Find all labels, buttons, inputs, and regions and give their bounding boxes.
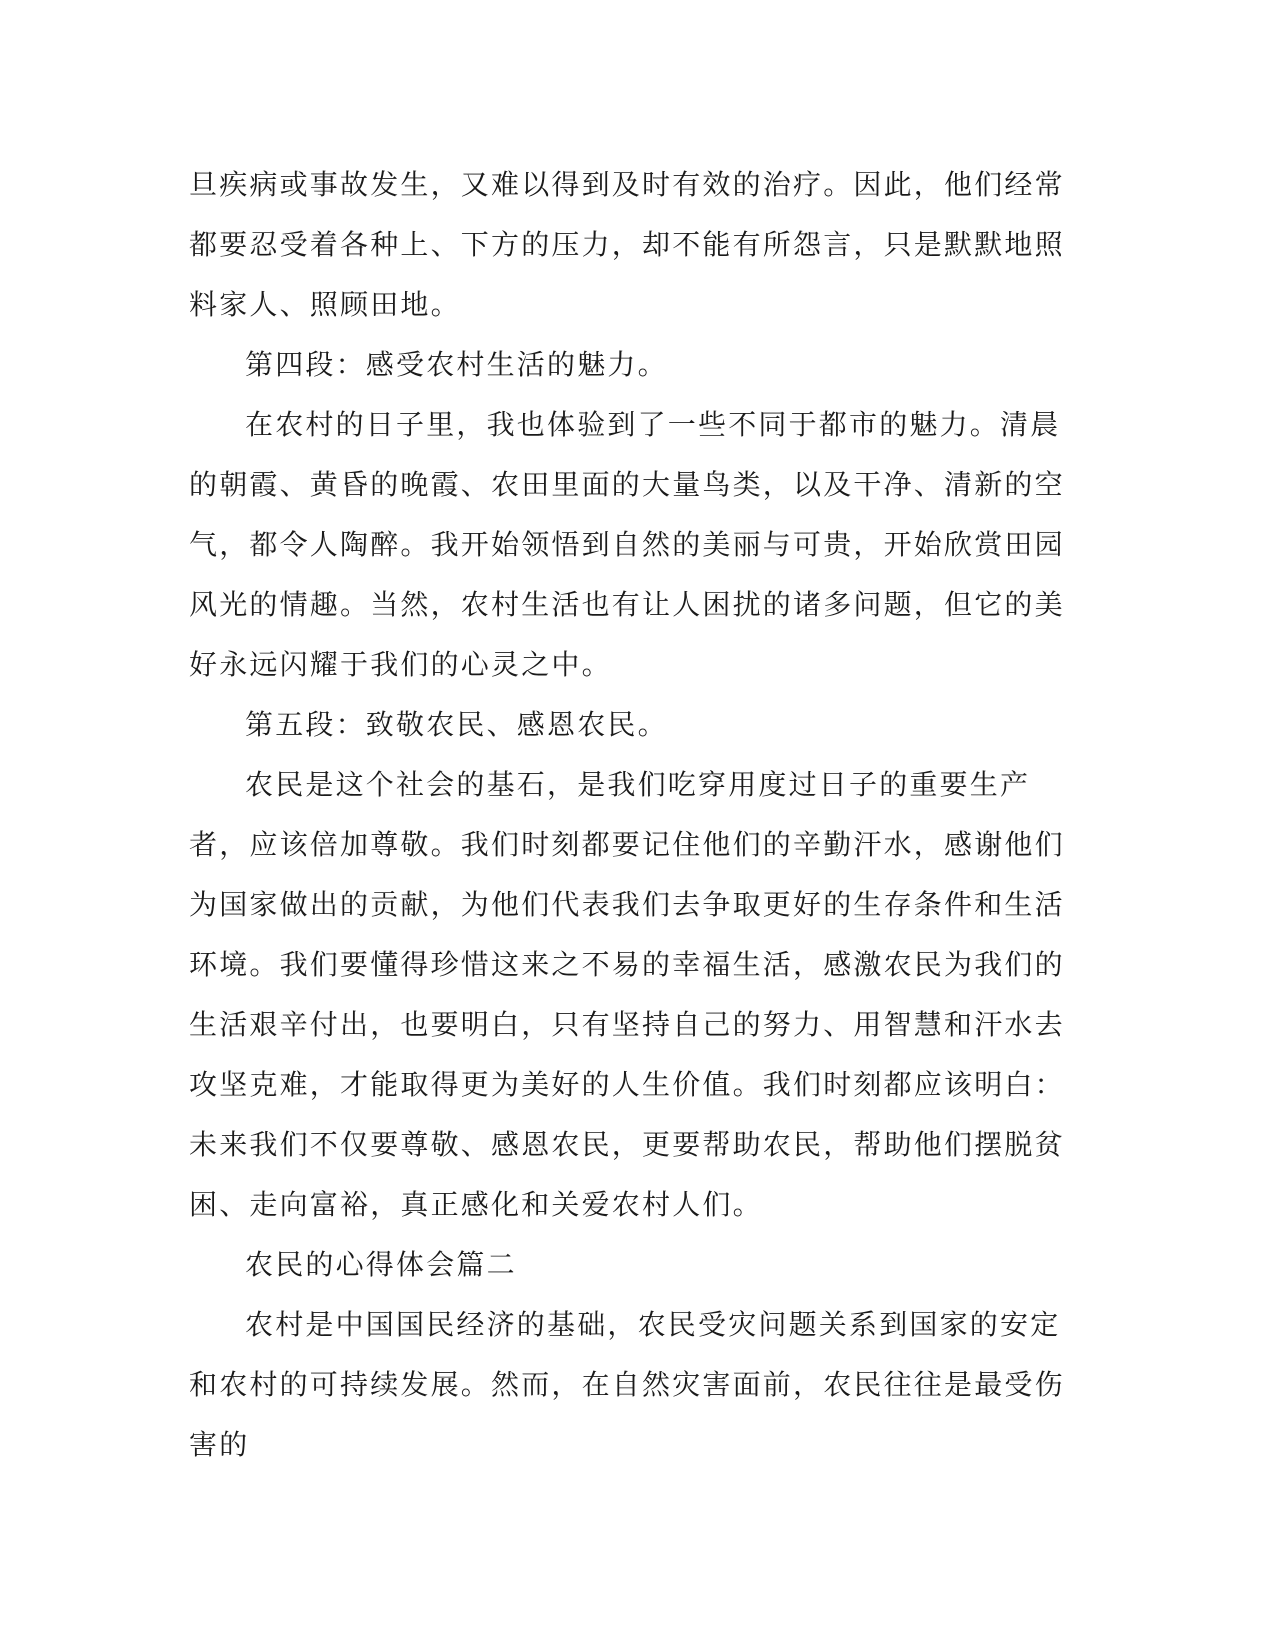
paragraph-disaster-intro: 农村是中国国民经济的基础，农民受灾问题关系到国家的安定和农村的可持续发展。然而，在自然灾害面前，农民往往是最受伤害的 [189,1308,1065,1461]
paragraph-respect-farmers: 农民是这个社会的基石，是我们吃穿用度过日子的重要生产者，应该倍加尊敬。我们时刻都要记住他们的辛勤汗水，感谢他们为国家做出的贡献，为他们代表我们去争取更好的生存条件和生活环境。我们要懂得珍惜这来之不易的幸福生活，感激农民为我们的生活艰辛付出，也要明白，只有坚持自己的努力、用智慧和汗水去攻坚克难，才能取得更为美好的人生价值。我们时刻都应该明白：未来我们不仅要尊敬、感恩农民，更要帮助农民，帮助他们摆脱贫困、走向富裕，真正感化和关爱农村人们。 [189,768,1065,1221]
article-title-part-2: 农民的心得体会篇二 [245,1248,517,1281]
paragraph-continuation: 旦疾病或事故发生，又难以得到及时有效的治疗。因此，他们经常都要忍受着各种上、下方的压力，却不能有所怨言，只是默默地照料家人、照顾田地。 [189,168,1065,321]
section-heading-5: 第五段：致敬农民、感恩农民。 [245,708,668,741]
paragraph-rural-charm: 在农村的日子里，我也体验到了一些不同于都市的魅力。清晨的朝霞、黄昏的晚霞、农田里面的大量鸟类，以及干净、清新的空气，都令人陶醉。我开始领悟到自然的美丽与可贵，开始欣赏田园风光的情趣。当然，农村生活也有让人困扰的诸多问题，但它的美好永远闪耀于我们的心灵之中。 [189,408,1065,681]
document-body [189,155,1089,1475]
section-heading-4: 第四段：感受农村生活的魅力。 [245,348,668,381]
